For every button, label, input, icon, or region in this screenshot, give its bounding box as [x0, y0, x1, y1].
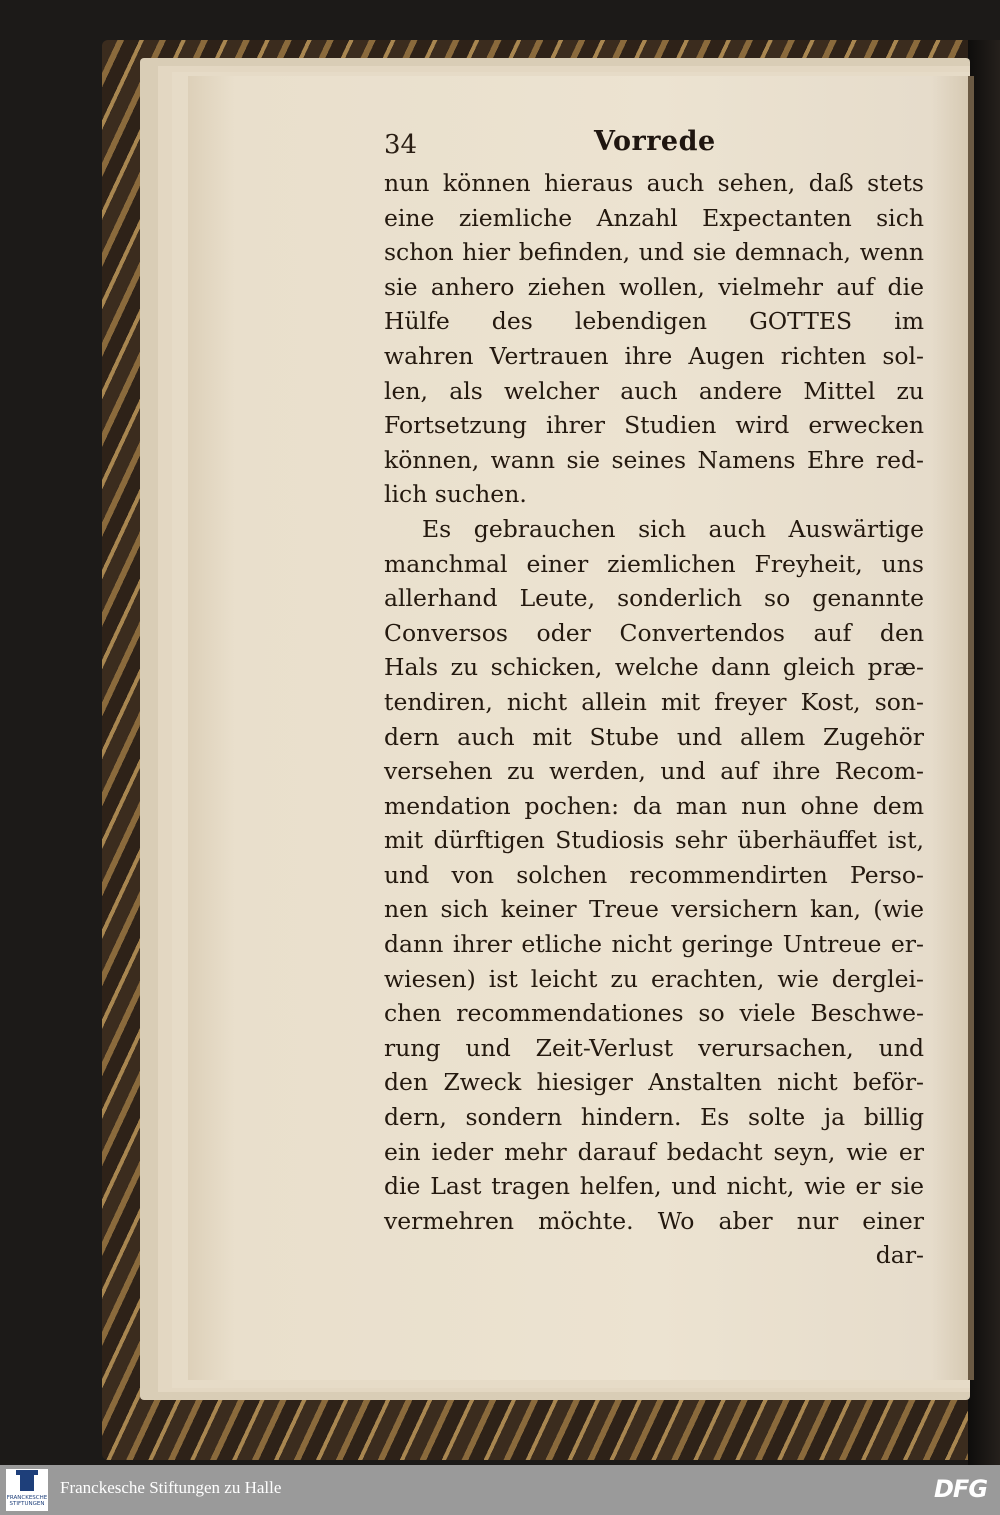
- logo-emblem-icon: [20, 1473, 34, 1491]
- text-line: len, als welcher auch andere Mittel zu: [384, 376, 924, 405]
- page-body: [384, 166, 924, 1273]
- text-line: dern auch mit Stube und allem Zugehör: [384, 722, 924, 751]
- text-line: die Last tragen helfen, und nicht, wie er sie: [384, 1172, 924, 1201]
- text-line: mit dürftigen Studiosis sehr überhäuffet ist,: [384, 826, 924, 855]
- text-line: versehen zu werden, und auf ihre Recom-: [384, 757, 924, 786]
- text-line: lich suchen.: [384, 480, 527, 509]
- institution-name[interactable]: Franckesche Stiftungen zu Halle: [60, 1478, 282, 1497]
- gutter: [968, 76, 974, 1380]
- text-line: Fortsetzung ihrer Studien wird erwecken: [384, 411, 924, 440]
- text-line: Hülfe des lebendigen GOTTES im: [384, 307, 924, 336]
- page-number: 34: [384, 130, 418, 160]
- catchword: dar-: [875, 1241, 924, 1270]
- text-line: allerhand Leute, sonderlich so genannte: [384, 584, 924, 613]
- text-line: wiesen) ist leicht zu erachten, wie derglei-: [384, 964, 924, 993]
- text-line: Hals zu schicken, welche dann gleich præ-: [384, 653, 924, 682]
- text-line: wahren Vertrauen ihre Augen richten sol-: [384, 341, 924, 370]
- text-line: können, wann sie seines Namens Ehre red-: [384, 445, 924, 474]
- institution-logo[interactable]: [6, 1469, 48, 1511]
- text-line: schon hier befinden, und sie demnach, wenn: [384, 238, 924, 267]
- text-line: rung und Zeit-Verlust verursachen, und: [384, 1033, 924, 1062]
- text-line: ein ieder mehr darauf bedacht seyn, wie er: [384, 1137, 924, 1166]
- viewer-footer: [0, 1465, 1000, 1515]
- text-line: den Zweck hiesiger Anstalten nicht beför-: [384, 1068, 924, 1097]
- text-line: vermehren möchte. Wo aber nur einer: [384, 1206, 924, 1235]
- text-line: chen recommendationes so viele Beschwe-: [384, 999, 924, 1028]
- text-line: Conversos oder Convertendos auf den: [384, 618, 924, 647]
- logo-text: FRANCKESCHE STIFTUNGEN: [6, 1495, 48, 1507]
- text-line: mendation pochen: da man nun ohne dem: [384, 791, 924, 820]
- text-line: sie anhero ziehen wollen, vielmehr auf die: [384, 272, 924, 301]
- text-line: und von solchen recommendirten Perso-: [384, 860, 924, 889]
- running-head: Vorrede: [594, 126, 716, 157]
- text-line: nun können hieraus auch sehen, daß stets: [384, 169, 924, 197]
- text-line: manchmal einer ziemlichen Freyheit, uns: [384, 549, 924, 578]
- text-line: eine ziemliche Anzahl Expectanten sich: [384, 203, 924, 232]
- text-line: Es gebrauchen sich auch Auswärtige: [422, 514, 924, 543]
- text-line: dern, sondern hindern. Es solte ja billig: [384, 1103, 924, 1132]
- text-line: dann ihrer etliche nicht geringe Untreue er-: [384, 930, 924, 959]
- dfg-logo[interactable]: DFG: [934, 1475, 988, 1503]
- text-line: nen sich keiner Treue versichern kan, (wie: [384, 895, 924, 924]
- page-header: [384, 126, 924, 166]
- text-line: tendiren, nicht allein mit freyer Kost, son-: [384, 687, 924, 716]
